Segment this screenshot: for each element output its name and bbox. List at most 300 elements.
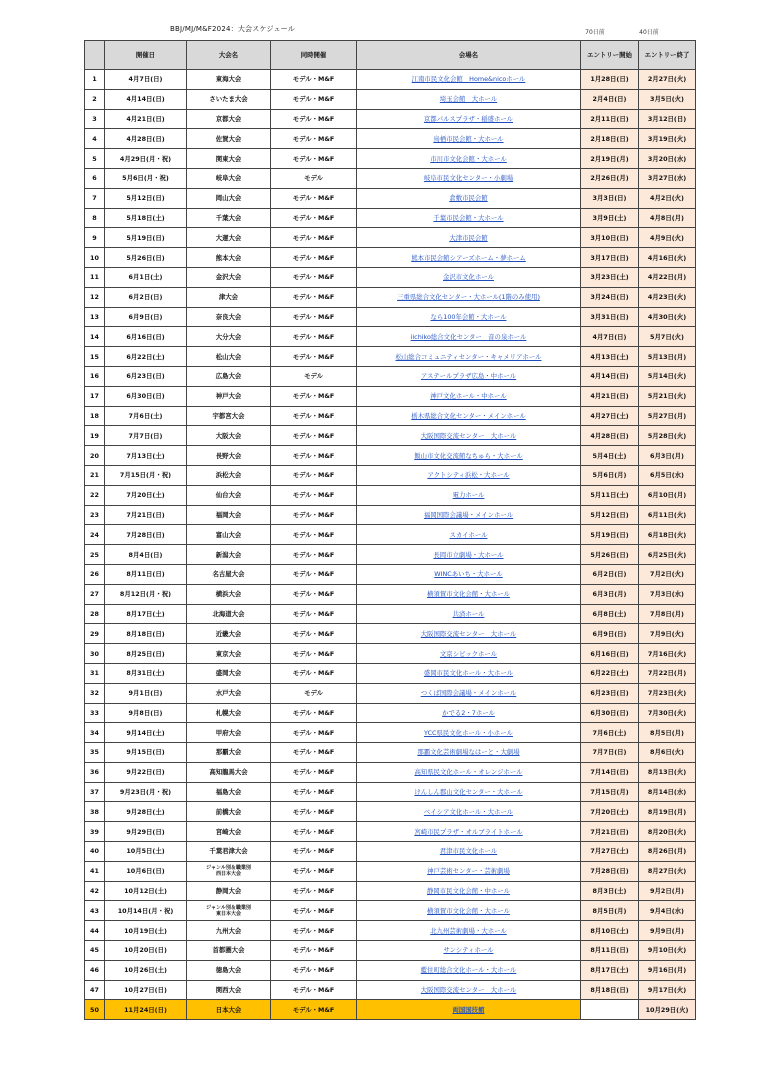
entry-end-date-cell: 4月22日(月) — [639, 267, 696, 287]
event-name-cell: 佐賀大会 — [187, 129, 271, 149]
row-number-cell: 43 — [85, 901, 105, 921]
venue-link-cell — [357, 485, 581, 505]
entry-start-date-cell: 3月10日(日) — [581, 228, 639, 248]
venue-link[interactable]: 福岡国際会議場・メインホール — [423, 510, 514, 519]
event-name-cell: 徳島大会 — [187, 960, 271, 980]
table-row — [85, 545, 696, 565]
venue-link[interactable]: 神戸芸術センター・芸術劇場 — [427, 867, 510, 876]
event-date-cell: 7月6日(土) — [105, 406, 187, 426]
venue-link[interactable]: 京都パルスプラザ・稲盛ホール — [423, 114, 514, 123]
event-name-cell: 長野大会 — [187, 446, 271, 466]
venue-link[interactable]: つくば国際会議場・メインホール — [420, 689, 517, 698]
event-mode-cell: モデル・M&F — [271, 208, 357, 228]
event-name-cell: 高知龍馬大会 — [187, 762, 271, 782]
entry-start-date-cell: 8月18日(日) — [581, 980, 639, 1000]
venue-link-cell — [357, 525, 581, 545]
row-number-cell: 29 — [85, 624, 105, 644]
venue-link[interactable]: 共済ホール — [452, 609, 485, 618]
entry-end-date-cell: 9月2日(月) — [639, 881, 696, 901]
row-number-cell: 32 — [85, 683, 105, 703]
event-date-cell: 9月15日(日) — [105, 743, 187, 763]
entry-end-date-cell: 9月10日(火) — [639, 941, 696, 961]
event-name-cell: 福島大会 — [187, 782, 271, 802]
venue-link[interactable]: 松山総合コミュニティセンター・キャメリアホール — [395, 352, 542, 361]
event-name-cell: 東京大会 — [187, 644, 271, 664]
venue-link[interactable]: 両国国技館 — [452, 1005, 485, 1014]
entry-start-date-cell — [581, 1000, 639, 1020]
event-name-cell: 広島大会 — [187, 366, 271, 386]
row-number-cell: 9 — [85, 228, 105, 248]
event-mode-cell: モデル・M&F — [271, 149, 357, 169]
venue-link[interactable]: 那覇文化芸術劇場なはーと・大劇場 — [417, 748, 520, 757]
event-name-cell: 熊本大会 — [187, 248, 271, 268]
venue-link-cell — [357, 267, 581, 287]
table-row — [85, 109, 696, 129]
venue-link[interactable]: サンシティホール — [443, 946, 494, 955]
event-mode-cell: モデル — [271, 366, 357, 386]
table-row — [85, 188, 696, 208]
venue-link-cell — [357, 980, 581, 1000]
table-row — [85, 604, 696, 624]
table-row — [85, 149, 696, 169]
venue-link[interactable]: 横須賀市文化会館・大ホール — [427, 906, 510, 915]
venue-link[interactable]: iichiko総合文化センター 音の泉ホール — [410, 332, 527, 341]
table-row — [85, 782, 696, 802]
event-mode-cell: モデル・M&F — [271, 842, 357, 862]
venue-link[interactable]: 藍住町総合文化ホール・大ホール — [420, 966, 517, 975]
row-number-cell: 50 — [85, 1000, 105, 1020]
event-mode-cell: モデル・M&F — [271, 228, 357, 248]
header-entry-end: エントリー終了 — [639, 41, 696, 70]
event-name-cell: 水戸大会 — [187, 683, 271, 703]
venue-link-cell — [357, 327, 581, 347]
entry-start-date-cell: 8月5日(月) — [581, 901, 639, 921]
header-mode: 同時開催 — [271, 41, 357, 70]
table-row — [85, 703, 696, 723]
venue-link[interactable]: 北九州芸術劇場・大ホール — [430, 926, 507, 935]
venue-link[interactable]: 市川市文化会館・大ホール — [430, 154, 507, 163]
entry-start-date-cell: 4月28日(日) — [581, 426, 639, 446]
table-row — [85, 307, 696, 327]
entry-start-date-cell: 6月22日(土) — [581, 663, 639, 683]
entry-start-date-cell: 8月10日(土) — [581, 921, 639, 941]
entry-start-date-cell: 6月8日(土) — [581, 604, 639, 624]
event-name-cell: 仙台大会 — [187, 485, 271, 505]
event-name-cell: 盛岡大会 — [187, 663, 271, 683]
venue-link[interactable]: 熊本市民会館シアーズホーム・夢ホーム — [411, 253, 526, 262]
entry-end-date-cell: 8月19日(月) — [639, 802, 696, 822]
event-name-cell: 那覇大会 — [187, 743, 271, 763]
venue-link[interactable]: 大阪国際交流センター 大ホール — [420, 629, 517, 638]
event-date-cell: 8月12日(月・祝) — [105, 584, 187, 604]
venue-link-cell — [357, 129, 581, 149]
event-mode-cell: モデル・M&F — [271, 881, 357, 901]
entry-end-date-cell: 3月12日(日) — [639, 109, 696, 129]
venue-link[interactable]: 飯山市文化交流館なちゅら・大ホール — [414, 451, 523, 460]
event-date-cell: 7月7日(日) — [105, 426, 187, 446]
venue-link[interactable]: 高知県民文化ホール・オレンジホール — [414, 768, 523, 777]
entry-end-date-cell: 4月30日(火) — [639, 307, 696, 327]
entry-end-date-cell: 9月17日(火) — [639, 980, 696, 1000]
event-mode-cell: モデル・M&F — [271, 861, 357, 881]
event-date-cell: 9月8日(日) — [105, 703, 187, 723]
entry-end-date-cell: 10月29日(火) — [639, 1000, 696, 1020]
entry-start-date-cell: 8月17日(土) — [581, 960, 639, 980]
venue-link-cell — [357, 624, 581, 644]
table-row — [85, 762, 696, 782]
venue-link[interactable]: 大津市民会館 — [449, 233, 488, 242]
table-row — [85, 525, 696, 545]
event-mode-cell: モデル・M&F — [271, 307, 357, 327]
entry-end-date-cell: 5月27日(月) — [639, 406, 696, 426]
venue-link[interactable]: YCC県民文化ホール・小ホール — [424, 728, 513, 737]
entry-start-date-cell: 5月11日(土) — [581, 485, 639, 505]
event-date-cell: 9月1日(日) — [105, 683, 187, 703]
venue-link[interactable]: 鳥栖市民会館・大ホール — [433, 134, 504, 143]
table-row — [85, 1000, 696, 1020]
row-number-cell: 37 — [85, 782, 105, 802]
event-mode-cell: モデル・M&F — [271, 347, 357, 367]
venue-link-cell — [357, 644, 581, 664]
event-name-cell: 宮崎大会 — [187, 822, 271, 842]
entry-end-date-cell: 6月3日(月) — [639, 446, 696, 466]
table-row — [85, 485, 696, 505]
event-date-cell: 10月26日(土) — [105, 960, 187, 980]
header-name: 大会名 — [187, 41, 271, 70]
entry-end-date-cell: 6月10日(月) — [639, 485, 696, 505]
row-number-cell: 45 — [85, 941, 105, 961]
event-name-cell: 富山大会 — [187, 525, 271, 545]
entry-end-date-cell: 5月7日(火) — [639, 327, 696, 347]
venue-link-cell — [357, 584, 581, 604]
event-date-cell: 5月26日(日) — [105, 248, 187, 268]
entry-end-date-cell: 3月20日(水) — [639, 149, 696, 169]
entry-end-date-cell: 7月22日(月) — [639, 663, 696, 683]
entry-start-date-cell: 7月27日(土) — [581, 842, 639, 862]
row-number-cell: 41 — [85, 861, 105, 881]
venue-link[interactable]: 千葉市民会館・大ホール — [433, 213, 504, 222]
entry-start-date-cell: 2月4日(日) — [581, 89, 639, 109]
venue-link[interactable]: 栃木県総合文化センター・メインホール — [411, 411, 526, 420]
venue-link-cell — [357, 228, 581, 248]
table-row — [85, 861, 696, 881]
event-mode-cell: モデル・M&F — [271, 901, 357, 921]
row-number-cell: 36 — [85, 762, 105, 782]
venue-link[interactable]: なら100年会館・大ホール — [430, 312, 507, 321]
table-row — [85, 327, 696, 347]
venue-link[interactable]: 文京シビックホール — [439, 649, 498, 658]
entry-end-date-cell: 9月16日(月) — [639, 960, 696, 980]
row-number-cell: 35 — [85, 743, 105, 763]
venue-link-cell — [357, 604, 581, 624]
table-row — [85, 386, 696, 406]
event-name-cell: 首都圏大会 — [187, 941, 271, 961]
venue-link[interactable]: 神戸文化ホール・中ホール — [430, 392, 507, 401]
venue-link[interactable]: 江南市民文化会館 Home&nicoホール — [411, 75, 526, 84]
venue-link[interactable]: スカイホール — [449, 530, 488, 539]
entry-start-date-cell: 2月26日(月) — [581, 168, 639, 188]
row-number-cell: 13 — [85, 307, 105, 327]
event-name-cell: 近畿大会 — [187, 624, 271, 644]
entry-start-date-cell: 3月31日(日) — [581, 307, 639, 327]
venue-link-cell — [357, 307, 581, 327]
event-mode-cell: モデル・M&F — [271, 70, 357, 90]
entry-end-date-cell: 9月9日(月) — [639, 921, 696, 941]
row-number-cell: 23 — [85, 505, 105, 525]
entry-end-date-cell: 8月5日(月) — [639, 723, 696, 743]
row-number-cell: 10 — [85, 248, 105, 268]
entry-start-date-cell: 5月6日(月) — [581, 465, 639, 485]
event-mode-cell: モデル・M&F — [271, 446, 357, 466]
venue-link[interactable]: 倉敷市民会館 — [449, 194, 488, 203]
entry-start-date-cell: 6月3日(月) — [581, 584, 639, 604]
table-row — [85, 267, 696, 287]
schedule-table — [84, 40, 696, 1020]
event-name-cell: 宇都宮大会 — [187, 406, 271, 426]
event-mode-cell: モデル・M&F — [271, 723, 357, 743]
header-num — [85, 41, 105, 70]
venue-link[interactable]: アステールプラザ広島・中ホール — [420, 372, 517, 381]
venue-link-cell — [357, 802, 581, 822]
venue-link-cell — [357, 248, 581, 268]
entry-end-date-cell: 2月27日(火) — [639, 70, 696, 90]
event-mode-cell: モデル・M&F — [271, 386, 357, 406]
venue-link-cell — [357, 901, 581, 921]
event-name-cell: 京都大会 — [187, 109, 271, 129]
entry-start-date-cell: 2月18日(日) — [581, 129, 639, 149]
entry-start-date-cell: 7月20日(土) — [581, 802, 639, 822]
event-date-cell: 8月25日(日) — [105, 644, 187, 664]
venue-link[interactable]: 静岡市民文化会館・中ホール — [427, 887, 510, 896]
entry-start-date-cell: 2月11日(日) — [581, 109, 639, 129]
venue-link[interactable]: 大阪国際交流センター 大ホール — [420, 431, 517, 440]
event-name-cell: 甲府大会 — [187, 723, 271, 743]
venue-link[interactable]: 三重県総合文化センター・大ホール(1階のみ使用) — [397, 293, 540, 302]
venue-link[interactable]: 横須賀市文化会館・大ホール — [427, 590, 510, 599]
event-name-cell: 関西大会 — [187, 980, 271, 1000]
event-date-cell: 9月14日(土) — [105, 723, 187, 743]
entry-end-date-cell: 8月27日(火) — [639, 861, 696, 881]
venue-link-cell — [357, 941, 581, 961]
page-title: BBJ/MJ/M&F2024：大会スケジュール — [170, 25, 296, 33]
entry-start-date-cell: 8月11日(日) — [581, 941, 639, 961]
row-number-cell: 19 — [85, 426, 105, 446]
row-number-cell: 27 — [85, 584, 105, 604]
venue-link-cell — [357, 386, 581, 406]
entry-start-date-cell: 7月7日(日) — [581, 743, 639, 763]
table-row — [85, 584, 696, 604]
venue-link-cell — [357, 109, 581, 129]
event-name-cell: 札幌大会 — [187, 703, 271, 723]
entry-start-date-cell: 3月24日(日) — [581, 287, 639, 307]
venue-link-cell — [357, 545, 581, 565]
row-number-cell: 38 — [85, 802, 105, 822]
venue-link[interactable]: 金沢市文化ホール — [443, 273, 494, 282]
venue-link[interactable]: 君津市民文化ホール — [439, 847, 498, 856]
venue-link-cell — [357, 663, 581, 683]
table-row — [85, 366, 696, 386]
event-mode-cell: モデル・M&F — [271, 89, 357, 109]
row-number-cell: 14 — [85, 327, 105, 347]
row-number-cell: 26 — [85, 564, 105, 584]
event-mode-cell: モデル・M&F — [271, 960, 357, 980]
table-row — [85, 89, 696, 109]
event-name-cell: 千葉大会 — [187, 208, 271, 228]
event-date-cell: 10月19日(土) — [105, 921, 187, 941]
event-date-cell: 6月9日(日) — [105, 307, 187, 327]
header-entry-start: エントリー開始 — [581, 41, 639, 70]
event-name-cell: 岐阜大会 — [187, 168, 271, 188]
table-row — [85, 168, 696, 188]
event-name-cell: 新潟大会 — [187, 545, 271, 565]
venue-link-cell — [357, 149, 581, 169]
event-date-cell: 7月28日(日) — [105, 525, 187, 545]
event-mode-cell: モデル・M&F — [271, 822, 357, 842]
event-mode-cell: モデル・M&F — [271, 802, 357, 822]
table-row — [85, 564, 696, 584]
event-date-cell: 8月11日(日) — [105, 564, 187, 584]
entry-start-date-cell: 6月30日(日) — [581, 703, 639, 723]
entry-end-date-cell: 7月23日(火) — [639, 683, 696, 703]
event-mode-cell: モデル・M&F — [271, 703, 357, 723]
event-name-cell: 神戸大会 — [187, 386, 271, 406]
event-name-cell: 日本大会 — [187, 1000, 271, 1020]
event-name-cell: 横浜大会 — [187, 584, 271, 604]
event-name-cell: 奈良大会 — [187, 307, 271, 327]
row-number-cell: 42 — [85, 881, 105, 901]
event-name-cell: 前橋大会 — [187, 802, 271, 822]
event-date-cell: 5月12日(日) — [105, 188, 187, 208]
entry-end-date-cell: 5月21日(火) — [639, 386, 696, 406]
entry-start-date-cell: 4月14日(日) — [581, 366, 639, 386]
venue-link[interactable]: WINCあいち・大ホール — [434, 570, 503, 579]
row-number-cell: 7 — [85, 188, 105, 208]
table-row — [85, 723, 696, 743]
event-date-cell: 6月30日(日) — [105, 386, 187, 406]
venue-link[interactable]: 大阪国際交流センター 大ホール — [420, 986, 517, 995]
event-date-cell: 8月31日(土) — [105, 663, 187, 683]
entry-end-date-cell: 4月23日(火) — [639, 287, 696, 307]
row-number-cell: 24 — [85, 525, 105, 545]
venue-link-cell — [357, 881, 581, 901]
event-name-cell: ジャンル別＆職業別 東日本大会 — [187, 901, 271, 921]
event-name-cell: 静岡大会 — [187, 881, 271, 901]
row-number-cell: 6 — [85, 168, 105, 188]
event-name-cell: 松山大会 — [187, 347, 271, 367]
table-row — [85, 505, 696, 525]
venue-link[interactable]: アクトシティ浜松・大ホール — [427, 471, 510, 480]
entry-end-date-cell: 4月16日(火) — [639, 248, 696, 268]
event-date-cell: 7月21日(日) — [105, 505, 187, 525]
event-mode-cell: モデル・M&F — [271, 327, 357, 347]
entry-start-date-cell: 3月9日(土) — [581, 208, 639, 228]
table-row — [85, 465, 696, 485]
venue-link[interactable]: 宮崎市民プラザ・オルブライトホール — [414, 827, 523, 836]
event-date-cell: 4月29日(月・祝) — [105, 149, 187, 169]
event-name-cell: 東海大会 — [187, 70, 271, 90]
event-mode-cell: モデル・M&F — [271, 287, 357, 307]
event-date-cell: 8月18日(日) — [105, 624, 187, 644]
row-number-cell: 33 — [85, 703, 105, 723]
event-date-cell: 5月18日(土) — [105, 208, 187, 228]
event-date-cell: 8月4日(日) — [105, 545, 187, 565]
row-number-cell: 12 — [85, 287, 105, 307]
venue-link-cell — [357, 683, 581, 703]
venue-link[interactable]: 盛岡市民文化ホール・大ホール — [423, 669, 514, 678]
table-row — [85, 822, 696, 842]
table-row — [85, 228, 696, 248]
venue-link-cell — [357, 208, 581, 228]
event-mode-cell: モデル・M&F — [271, 921, 357, 941]
entry-end-date-cell: 3月19日(火) — [639, 129, 696, 149]
entry-start-date-cell: 3月3日(日) — [581, 188, 639, 208]
venue-link-cell — [357, 366, 581, 386]
entry-start-date-cell: 7月15日(月) — [581, 782, 639, 802]
venue-link[interactable]: かでる2・7ホール — [442, 708, 495, 717]
row-number-cell: 20 — [85, 446, 105, 466]
event-mode-cell: モデル・M&F — [271, 743, 357, 763]
venue-link[interactable]: ベイシア文化ホール・大ホール — [423, 807, 514, 816]
event-date-cell: 8月17日(土) — [105, 604, 187, 624]
venue-link-cell — [357, 861, 581, 881]
event-date-cell: 10月14日(月・祝) — [105, 901, 187, 921]
entry-start-date-cell: 7月21日(日) — [581, 822, 639, 842]
entry-start-date-cell: 8月3日(土) — [581, 881, 639, 901]
table-row — [85, 802, 696, 822]
venue-link-cell — [357, 703, 581, 723]
venue-link-cell — [357, 743, 581, 763]
entry-start-date-cell: 7月6日(土) — [581, 723, 639, 743]
event-mode-cell: モデル・M&F — [271, 980, 357, 1000]
entry-end-date-cell: 8月14日(水) — [639, 782, 696, 802]
table-row — [85, 446, 696, 466]
venue-link[interactable]: けんしん郡山文化センター・大ホール — [414, 788, 523, 797]
venue-link[interactable]: 電力ホール — [452, 491, 485, 500]
entry-start-date-cell: 5月26日(日) — [581, 545, 639, 565]
entry-start-date-cell: 4月21日(日) — [581, 386, 639, 406]
row-number-cell: 31 — [85, 663, 105, 683]
table-row — [85, 941, 696, 961]
table-row — [85, 881, 696, 901]
event-name-cell: 大阪大会 — [187, 426, 271, 446]
event-name-cell: 名古屋大会 — [187, 564, 271, 584]
entry-start-date-cell: 6月16日(日) — [581, 644, 639, 664]
event-date-cell: 10月27日(日) — [105, 980, 187, 1000]
entry-end-date-cell: 7月9日(火) — [639, 624, 696, 644]
venue-link[interactable]: 長岡市立劇場・大ホール — [433, 550, 504, 559]
event-mode-cell: モデル・M&F — [271, 426, 357, 446]
event-mode-cell: モデル — [271, 683, 357, 703]
venue-link-cell — [357, 89, 581, 109]
table-row — [85, 644, 696, 664]
entry-end-date-cell: 9月4日(水) — [639, 901, 696, 921]
event-name-cell: 大分大会 — [187, 327, 271, 347]
entry-end-date-cell: 6月5日(水) — [639, 465, 696, 485]
row-number-cell: 40 — [85, 842, 105, 862]
entry-start-note: 70日前 — [585, 29, 605, 36]
table-row — [85, 980, 696, 1000]
venue-link[interactable]: 埼玉会館 大ホール — [439, 95, 498, 104]
entry-end-note: 40日前 — [639, 29, 659, 36]
row-number-cell: 8 — [85, 208, 105, 228]
entry-end-date-cell: 7月16日(火) — [639, 644, 696, 664]
event-mode-cell: モデル・M&F — [271, 762, 357, 782]
row-number-cell: 11 — [85, 267, 105, 287]
venue-link-cell — [357, 822, 581, 842]
entry-start-date-cell: 6月9日(日) — [581, 624, 639, 644]
event-mode-cell: モデル・M&F — [271, 525, 357, 545]
venue-link[interactable]: 岐阜市民文化センター・小劇場 — [423, 174, 514, 183]
